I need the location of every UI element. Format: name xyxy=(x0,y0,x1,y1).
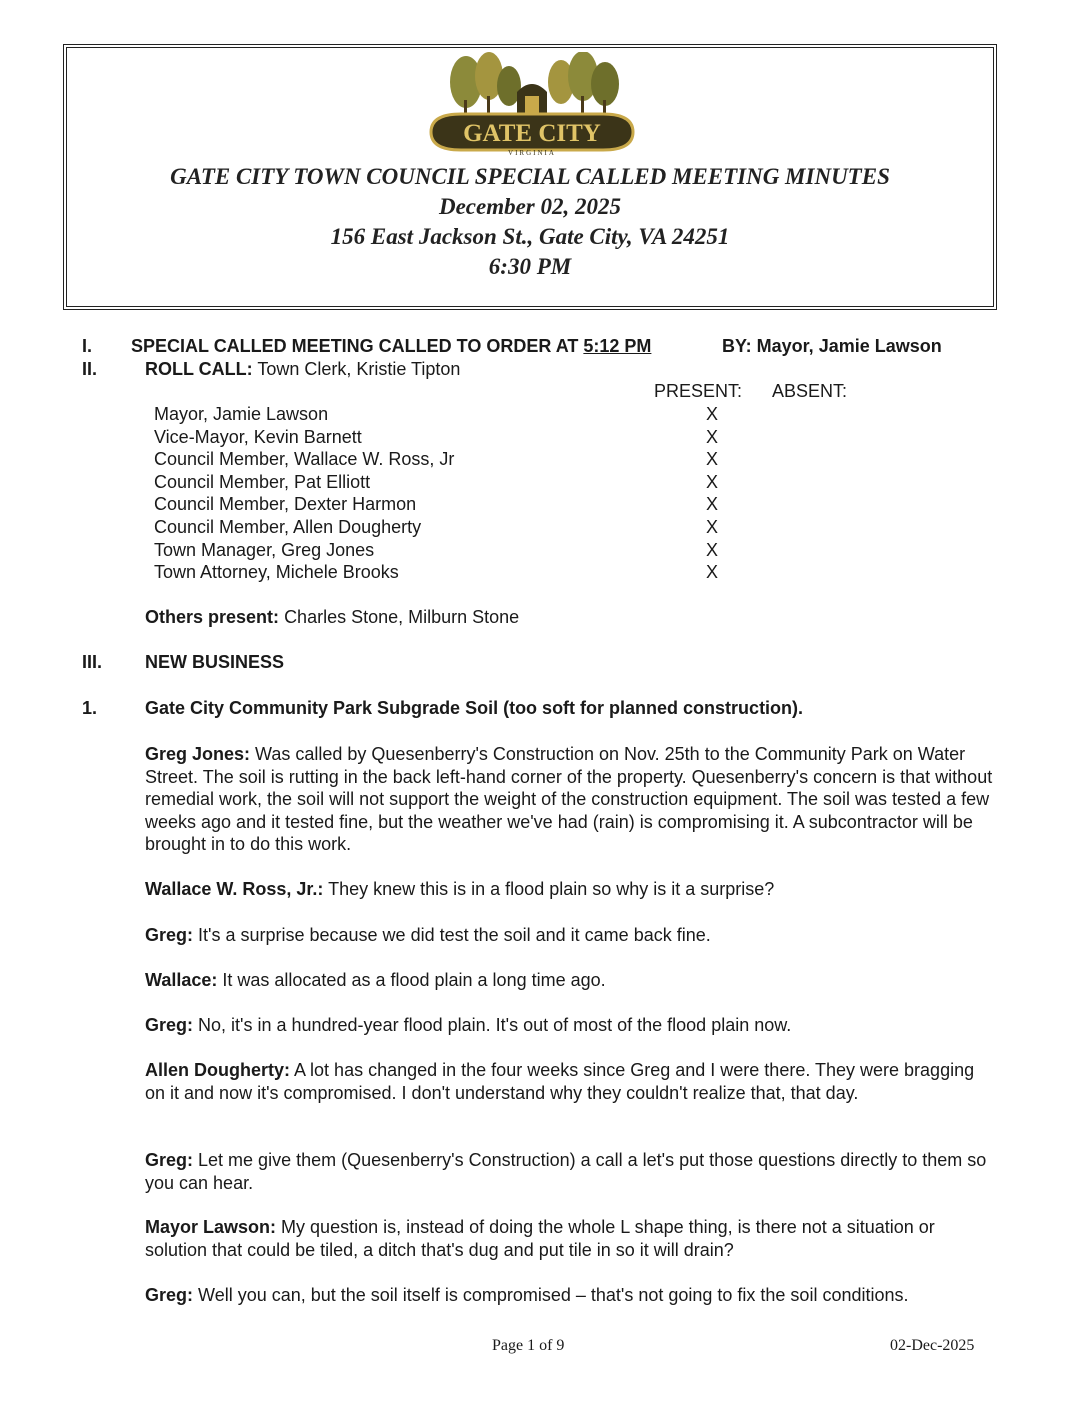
speaker: Greg: xyxy=(145,925,194,945)
section-1-numeral: I. xyxy=(82,336,93,356)
statement-text: It's a surprise because we did test the soil and it came back fine. xyxy=(198,925,711,945)
roll-name: Council Member, Dexter Harmon xyxy=(154,494,417,514)
roll-present-mark: X xyxy=(706,517,719,537)
others-present-names: Charles Stone, Milburn Stone xyxy=(284,607,520,627)
roll-name: Vice-Mayor, Kevin Barnett xyxy=(154,427,362,447)
section-3-numeral: III. xyxy=(82,652,103,672)
roll-name: Council Member, Allen Dougherty xyxy=(154,517,422,537)
statement-text: Well you can, but the soil itself is compromised – that's not going to fix the soil conditions. xyxy=(198,1285,909,1305)
speaker: Wallace: xyxy=(145,970,218,990)
roll-name: Town Attorney, Michele Brooks xyxy=(154,562,399,582)
call-to-order-time: 5:12 PM xyxy=(583,336,652,356)
others-present-label: Others present: xyxy=(145,607,280,627)
statement-paragraph xyxy=(145,1014,995,1037)
statement-text: No, it's in a hundred-year flood plain. It's out of most of the flood plain now. xyxy=(198,1015,792,1035)
roll-present-mark: X xyxy=(706,494,719,514)
roll-call-heading xyxy=(145,359,460,380)
absent-header: ABSENT: xyxy=(772,381,848,401)
document-title: GATE CITY TOWN COUNCIL SPECIAL CALLED MEETING MINUTES xyxy=(170,164,890,189)
speaker: Greg: xyxy=(145,1150,194,1170)
statement-text: Let me give them (Quesenberry's Construction) a call a let's put those questions directly to them so you can hear. xyxy=(145,1150,987,1193)
others-present xyxy=(145,607,519,628)
statement-text: Was called by Quesenberry's Construction on Nov. 25th to the Community Park on Water Street. The soil is rutting in the back left-hand corner of the property. Quesenberry's concern is that without remedial work, the soil will not support the weight of the construction equipment. The soil was tested a few weeks ago and it tested fine, but the weather we've had (rain) is compromising it. A subcontractor will be brought in to do this work. xyxy=(145,744,993,854)
called-by: BY: Mayor, Jamie Lawson xyxy=(722,336,942,356)
statement-paragraph xyxy=(145,969,995,992)
item-1-number: 1. xyxy=(82,698,98,718)
tree-right-3 xyxy=(591,62,619,106)
statement-text: A lot has changed in the four weeks since Greg and I were there. They were bragging on it and now it's compromised. I don't understand why they couldn't realize that, that day. xyxy=(145,1060,975,1103)
statement-paragraph xyxy=(145,878,995,901)
statement-text: It was allocated as a flood plain a long time ago. xyxy=(222,970,606,990)
roll-name: Town Manager, Greg Jones xyxy=(154,540,375,560)
roll-name: Council Member, Pat Elliott xyxy=(154,472,371,492)
footer-date: 02-Dec-2025 xyxy=(890,1337,975,1354)
section-2-numeral: II. xyxy=(82,359,98,379)
page-number: Page 1 of 9 xyxy=(492,1337,565,1354)
statement-paragraph xyxy=(145,1216,995,1261)
section-3-heading: NEW BUSINESS xyxy=(145,652,285,672)
roll-name: Mayor, Jamie Lawson xyxy=(154,404,329,424)
meeting-address: 156 East Jackson St., Gate City, VA 24251 xyxy=(330,224,730,249)
roll-present-mark: X xyxy=(706,449,719,469)
town-clerk: Town Clerk, Kristie Tipton xyxy=(257,359,461,379)
logo-subtext: VIRGINIA xyxy=(508,149,556,157)
statement-paragraph xyxy=(145,1059,995,1104)
roll-present-mark: X xyxy=(706,472,719,492)
speaker: Greg: xyxy=(145,1015,194,1035)
meeting-date: December 02, 2025 xyxy=(438,194,622,219)
logo-text: GATE CITY xyxy=(463,120,601,147)
statement-text: My question is, instead of doing the whole L shape thing, is there not a situation or solution that could be tiled, a ditch that's dug and put tile in so it will drain? xyxy=(145,1217,935,1260)
speaker: Allen Dougherty: xyxy=(145,1060,291,1080)
section-1-label: SPECIAL CALLED MEETING CALLED TO ORDER AT xyxy=(131,336,579,356)
roll-name: Council Member, Wallace W. Ross, Jr xyxy=(154,449,455,469)
statement-paragraph xyxy=(145,924,995,947)
speaker: Mayor Lawson: xyxy=(145,1217,277,1237)
meeting-time: 6:30 PM xyxy=(488,254,572,279)
roll-present-mark: X xyxy=(706,427,719,447)
roll-present-mark: X xyxy=(706,540,719,560)
speaker: Wallace W. Ross, Jr.: xyxy=(145,879,324,899)
gate-city-logo xyxy=(421,52,643,160)
item-1-title: Gate City Community Park Subgrade Soil (too soft for planned construction). xyxy=(145,698,804,718)
statement-paragraph xyxy=(145,743,995,856)
speaker: Greg Jones: xyxy=(145,744,251,764)
statement-paragraph xyxy=(145,1284,995,1307)
speaker: Greg: xyxy=(145,1285,194,1305)
section-1-heading xyxy=(131,336,651,357)
roll-call-label: ROLL CALL: xyxy=(145,359,253,379)
header-block xyxy=(63,162,997,282)
roll-present-mark: X xyxy=(706,562,719,582)
statement-text: They knew this is in a flood plain so why is it a surprise? xyxy=(328,879,775,899)
present-header: PRESENT: xyxy=(654,381,743,401)
statement-paragraph xyxy=(145,1149,995,1194)
roll-present-mark: X xyxy=(706,404,719,424)
